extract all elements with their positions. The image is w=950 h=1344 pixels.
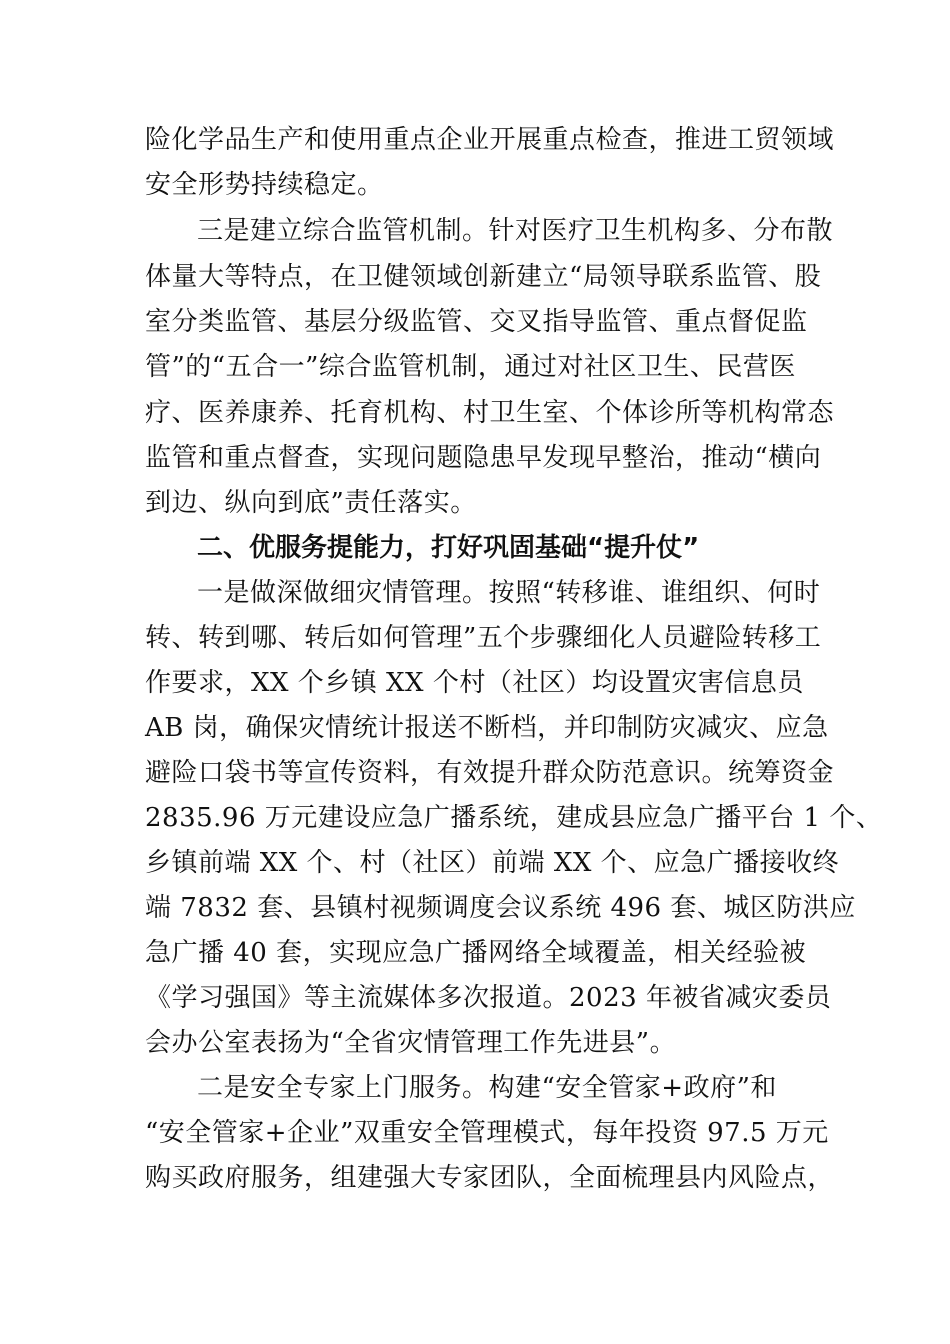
paragraph-line: 2835.96 万元建设应急广播系统，建成县应急广播平台 1 个、 xyxy=(145,803,883,833)
paragraph-line: 转、转到哪、转后如何管理”五个步骤细化人员避险转移工 xyxy=(145,623,822,653)
paragraph-line: 端 7832 套、县镇村视频调度会议系统 496 套、城区防洪应 xyxy=(145,893,856,923)
paragraph-line: 急广播 40 套，实现应急广播网络全域覆盖，相关经验被 xyxy=(145,938,807,968)
paragraph-line: 三是建立综合监管机制。针对医疗卫生机构多、分布散 xyxy=(197,216,834,246)
paragraph-line: 体量大等特点，在卫健领域创新建立“局领导联系监管、股 xyxy=(145,262,822,292)
paragraph-line: 疗、医养康养、托育机构、村卫生室、个体诊所等机构常态 xyxy=(145,398,835,428)
paragraph-line: 室分类监管、基层分级监管、交叉指导监管、重点督促监 xyxy=(145,307,808,337)
paragraph-line: 购买政府服务，组建强大专家团队，全面梳理县内风险点， xyxy=(145,1163,835,1193)
paragraph-line: 险化学品生产和使用重点企业开展重点检查，推进工贸领域 xyxy=(145,125,835,155)
paragraph-line: “安全管家+企业”双重安全管理模式，每年投资 97.5 万元 xyxy=(145,1118,829,1148)
paragraph-line: 管”的“五合一”综合监管机制，通过对社区卫生、民营医 xyxy=(145,352,796,382)
paragraph-line: 监管和重点督查，实现问题隐患早发现早整治，推动“横向 xyxy=(145,443,822,473)
paragraph-line: 到边、纵向到底”责任落实。 xyxy=(145,488,477,518)
paragraph-line: 一是做深做细灾情管理。按照“转移谁、谁组织、何时 xyxy=(197,578,821,608)
paragraph-line: AB 岗，确保灾情统计报送不断档，并印制防灾减灾、应急 xyxy=(145,713,829,743)
paragraph-line: 二是安全专家上门服务。构建“安全管家+政府”和 xyxy=(197,1073,777,1103)
paragraph-line: 会办公室表扬为“全省灾情管理工作先进县”。 xyxy=(145,1028,677,1058)
paragraph-line: 安全形势持续稳定。 xyxy=(145,170,384,200)
paragraph-line: 乡镇前端 XX 个、村（社区）前端 XX 个、应急广播接收终 xyxy=(145,848,840,878)
paragraph-line: 作要求，XX 个乡镇 XX 个村（社区）均设置灾害信息员 xyxy=(145,668,804,698)
paragraph-line: 《学习强国》等主流媒体多次报道。2023 年被省减灾委员 xyxy=(145,983,832,1013)
paragraph-line: 避险口袋书等宣传资料，有效提升群众防范意识。统筹资金 xyxy=(145,758,835,788)
section-heading: 二、优服务提能力，打好巩固基础“提升仗” xyxy=(197,533,700,563)
